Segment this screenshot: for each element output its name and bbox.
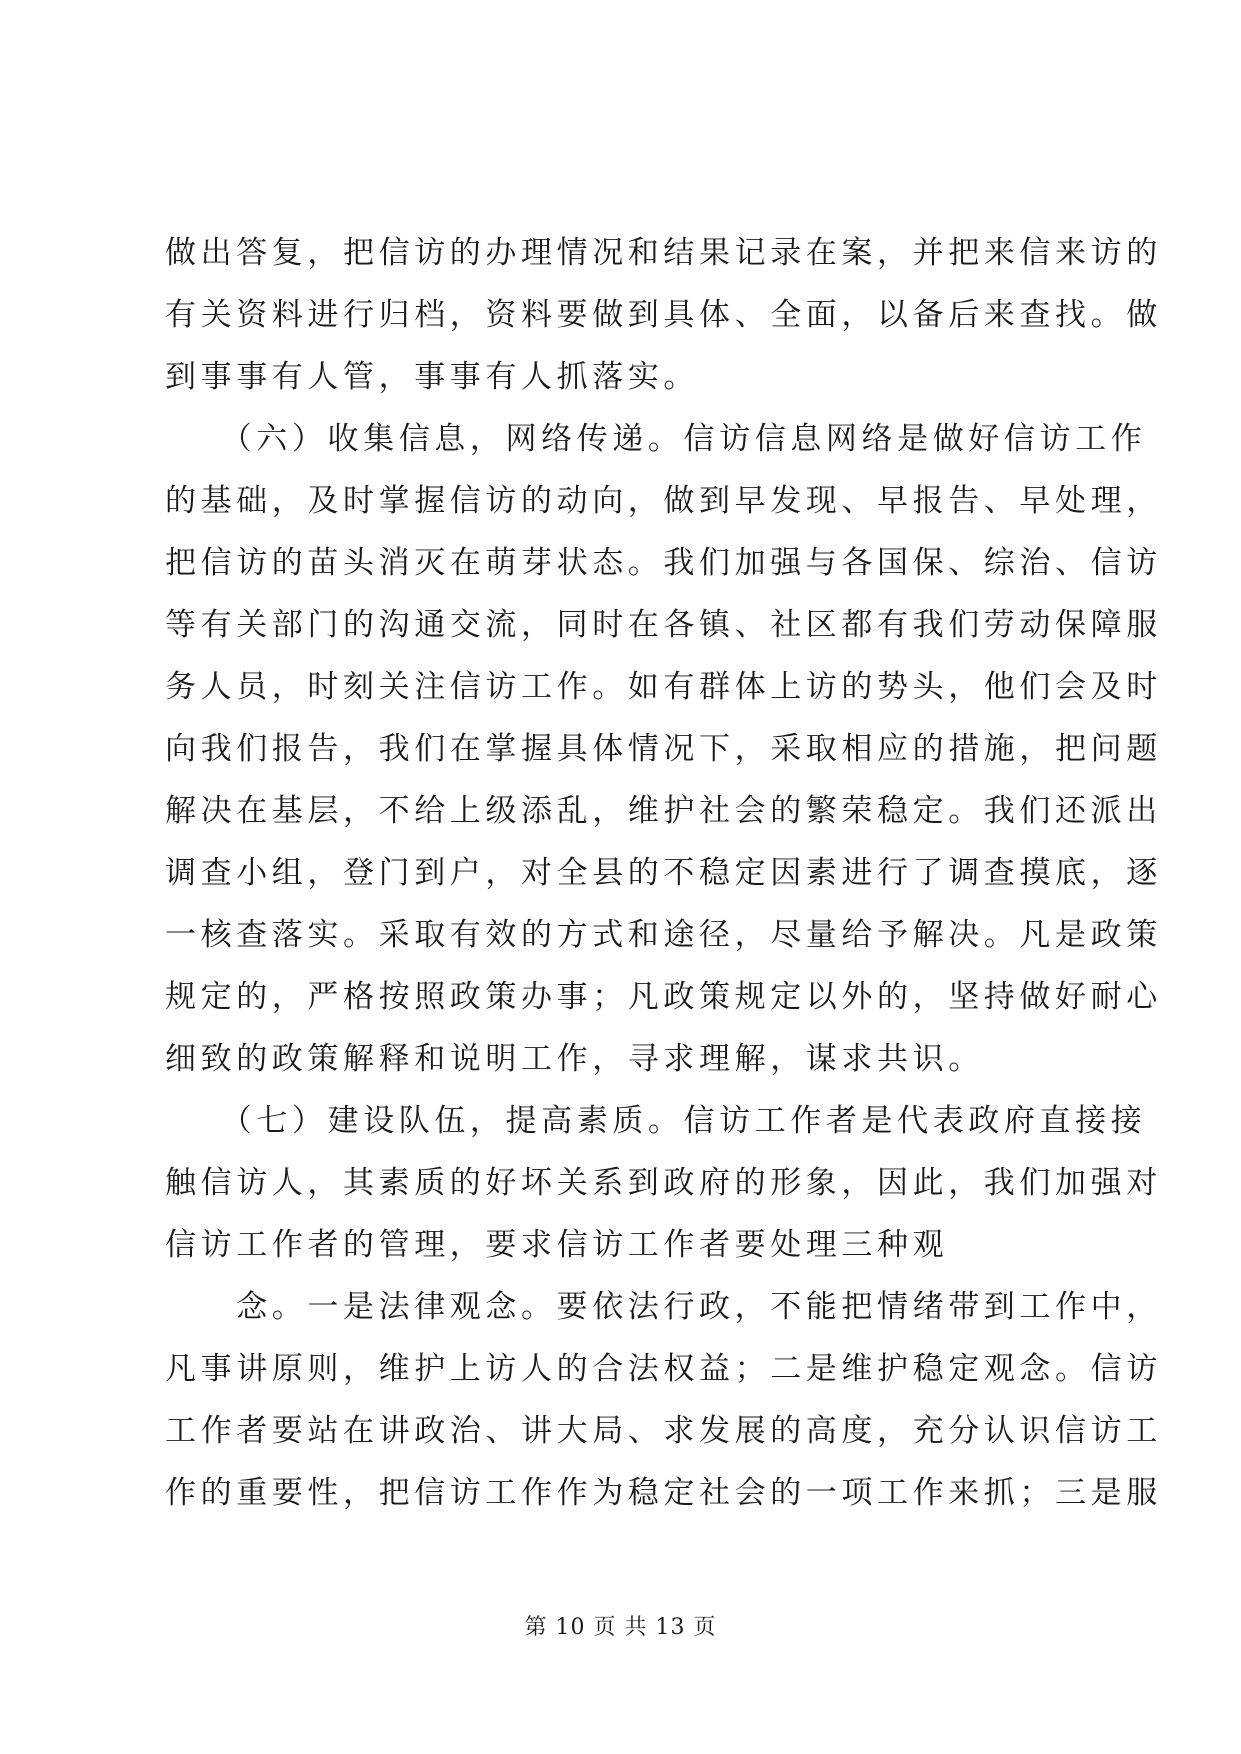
- text-line: 工作者要站在讲政治、讲大局、求发展的高度，充分认识信访工: [165, 1413, 1162, 1449]
- text-line: 务人员，时刻关注信访工作。如有群体上访的势头，他们会及时: [165, 669, 1162, 705]
- text-line: 做出答复，把信访的办理情况和结果记录在案，并把来信来访的: [165, 235, 1162, 271]
- text-line: 凡事讲原则，维护上访人的合法权益；二是维护稳定观念。信访: [165, 1351, 1162, 1387]
- text-line: 等有关部门的沟通交流，同时在各镇、社区都有我们劳动保障服: [165, 607, 1162, 643]
- text-line: 解决在基层，不给上级添乱，维护社会的繁荣稳定。我们还派出: [165, 793, 1162, 829]
- text-line: 触信访人，其素质的好坏关系到政府的形象，因此，我们加强对: [165, 1165, 1162, 1201]
- text-line: 作的重要性，把信访工作作为稳定社会的一项工作来抓；三是服: [165, 1475, 1162, 1511]
- text-line: 一核查落实。采取有效的方式和途径，尽量给予解决。凡是政策: [165, 917, 1162, 953]
- text-line: 把信访的苗头消灭在萌芽状态。我们加强与各国保、综治、信访: [165, 545, 1162, 581]
- text-line: 调查小组，登门到户，对全县的不稳定因素进行了调查摸底，逐: [165, 855, 1162, 891]
- page-footer: 第 10 页 共 13 页: [524, 1615, 717, 1640]
- text-line: 信访工作者的管理，要求信访工作者要处理三种观: [165, 1227, 949, 1263]
- text-line: 细致的政策解释和说明工作，寻求理解，谋求共识。: [165, 1041, 984, 1077]
- text-line: 念。一是法律观念。要依法行政，不能把情绪带到工作中，: [165, 1289, 1162, 1325]
- text-line: 到事事有人管，事事有人抓落实。: [165, 359, 699, 395]
- text-line: 规定的，严格按照政策办事；凡政策规定以外的，坚持做好耐心: [165, 979, 1162, 1015]
- text-line: （七）建设队伍，提高素质。信访工作者是代表政府直接接: [165, 1103, 1147, 1139]
- text-line: 向我们报告，我们在掌握具体情况下，采取相应的措施，把问题: [165, 731, 1162, 767]
- text-line: 的基础，及时掌握信访的动向，做到早发现、早报告、早处理，: [165, 483, 1162, 519]
- text-line: 有关资料进行归档，资料要做到具体、全面，以备后来查找。做: [165, 297, 1162, 333]
- text-line: （六）收集信息，网络传递。信访信息网络是做好信访工作: [165, 421, 1147, 457]
- body-text: [165, 222, 1162, 1524]
